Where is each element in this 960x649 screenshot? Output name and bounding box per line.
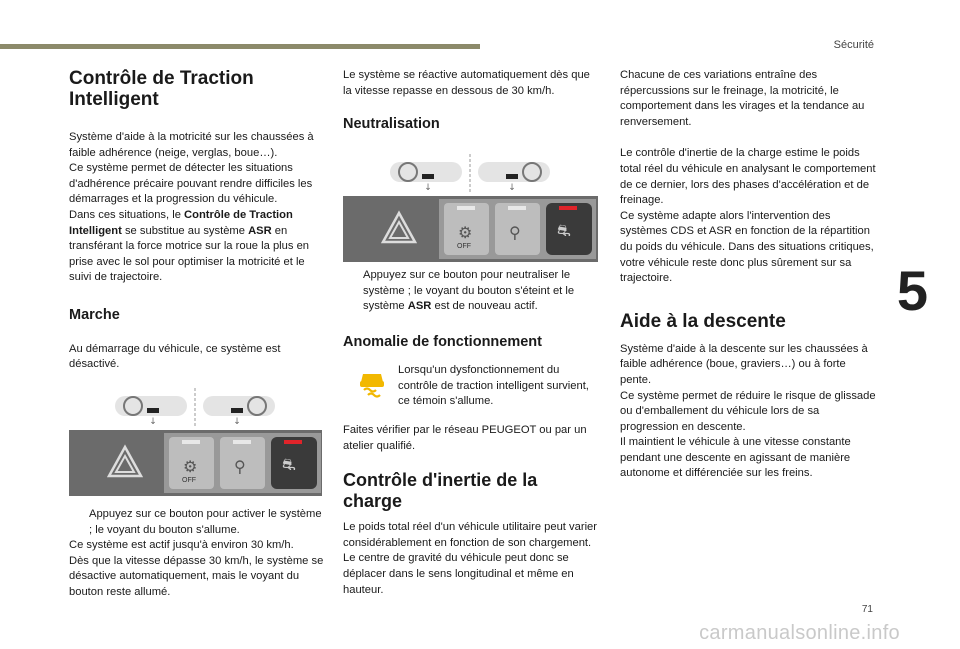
section-title: Contrôle de Traction Intelligent [69, 68, 254, 110]
steering-wheel-illustration [115, 388, 275, 426]
bullet-item: Appuyez sur ce bouton pour neutraliser le système ; le voyant du bouton s'éteint et le système ASR est de nouveau actif. [363, 269, 575, 313]
subsection-title: Neutralisation [343, 116, 440, 133]
off-road-off-button[interactable]: ⚙ OFF [169, 437, 214, 489]
svg-text:↓: ↓ [149, 417, 157, 426]
header-rule [0, 44, 480, 49]
column-1-bottom [69, 507, 324, 601]
traction-off-icon: ⚙ [458, 225, 473, 242]
paragraph: Le contrôle d'inertie de la charge estime le poids total réel du véhicule en analysant le comportement de ce dernier, lors des phases d'accélération et de freinage. [620, 147, 876, 207]
svg-text:↓: ↓ [424, 183, 432, 192]
steering-wheel-illustration [390, 154, 550, 192]
grip-control-button[interactable] [271, 437, 317, 489]
paragraph: Chacune de ces variations entraîne des répercussions sur le freinage, la motricité, le comportement dans les virages et la tendance au renversement. [620, 69, 865, 128]
column-1 [69, 68, 324, 373]
paragraph: Système d'aide à la motricité sur les chaussées à faible adhérence (neige, verglas, boue…). [69, 131, 314, 159]
paragraph: Faites vérifier par le réseau PEUGEOT ou par un atelier qualifié. [343, 424, 587, 452]
paragraph: Dès que la vitesse dépasse 30 km/h, le système se désactive automatiquement, mais le voyant du bouton reste allumé. [69, 554, 324, 598]
descent-assist-button[interactable] [495, 203, 540, 255]
paragraph: Le poids total réel d'un véhicule utilitaire peut varier considérablement en fonction de son chargement. Le centre de gravité du véhicule peut donc se déplacer dans le sens longitudinal et même en hauteur. [343, 521, 598, 596]
paragraph: Le système se réactive automatiquement dès que la vitesse repasse en dessous de 30 km/h. [343, 69, 590, 97]
anomaly-text: Lorsqu'un dysfonctionnement du contrôle de traction intelligent survient, ce témoin s'allume. [398, 364, 589, 408]
button-panel [69, 430, 322, 496]
traction-warning-icon [357, 368, 387, 398]
paragraph: Il maintient le véhicule à une vitesse constante pendant une descente en agissant de manière autonome et différenciée sur les freins. [620, 436, 851, 480]
chapter-number: 5 [896, 259, 928, 322]
subsection-title: Anomalie de fonctionnement [343, 333, 542, 350]
descent-icon: ⚲ [509, 225, 521, 242]
column-2-bottom [343, 423, 601, 598]
column-2-middle [343, 268, 601, 350]
column-2 [343, 68, 601, 133]
section-title: Contrôle d'inertie de la charge [343, 470, 538, 512]
paragraph: Dans ces situations, le Contrôle de Traction Intelligent se substitue au système ASR en transférant la force motrice sur la roue la plus en prise avec le sol pour optimiser la motricité et le suivi de trajectoire. [69, 208, 310, 284]
descent-assist-button[interactable] [220, 437, 265, 489]
svg-text:↓: ↓ [233, 417, 241, 426]
subsection-title: Marche [69, 306, 120, 323]
off-road-off-button[interactable]: ⚙ OFF [444, 203, 489, 255]
paragraph: Ce système est actif jusqu'à environ 30 km/h. [69, 539, 294, 552]
hazard-icon [381, 210, 417, 246]
column-3 [620, 68, 876, 482]
paragraph: Ce système adapte alors l'intervention des systèmes CDS et ASR en fonction de la répartition du poids du véhicule. Dans des situations critiques, votre véhicule reste donc plus sûrement sur sa trajectoire. [620, 209, 874, 285]
svg-text:↓: ↓ [508, 183, 516, 192]
paragraph: Ce système permet de réduire le risque de glissade ou d'emballement du véhicule lors de sa progression en descente. [620, 389, 876, 433]
section-title: Aide à la descente [620, 310, 786, 332]
paragraph: Ce système permet de détecter les situations d'adhérence précaire pouvant rendre difficiles les démarrages et la progression du véhicule. [69, 162, 313, 206]
paragraph: Au démarrage du véhicule, ce système est désactivé. [69, 342, 281, 371]
grip-control-button[interactable] [546, 203, 592, 255]
section-label: Sécurité [833, 39, 874, 51]
bullet-item: Appuyez sur ce bouton pour activer le système ; le voyant du bouton s'allume. [89, 508, 322, 536]
button-panel [343, 196, 598, 262]
paragraph: Système d'aide à la descente sur les chaussées à faible adhérence (boue, graviers…) ou à forte pente. [620, 342, 868, 386]
traction-off-icon: ⚙ [183, 459, 198, 476]
traction-icon: ⛐ [282, 457, 296, 474]
watermark: carmanualsonline.info [699, 622, 900, 644]
traction-icon: ⛐ [557, 223, 571, 240]
page-number: 71 [861, 604, 873, 615]
hazard-icon [107, 444, 143, 480]
descent-icon: ⚲ [234, 459, 246, 476]
